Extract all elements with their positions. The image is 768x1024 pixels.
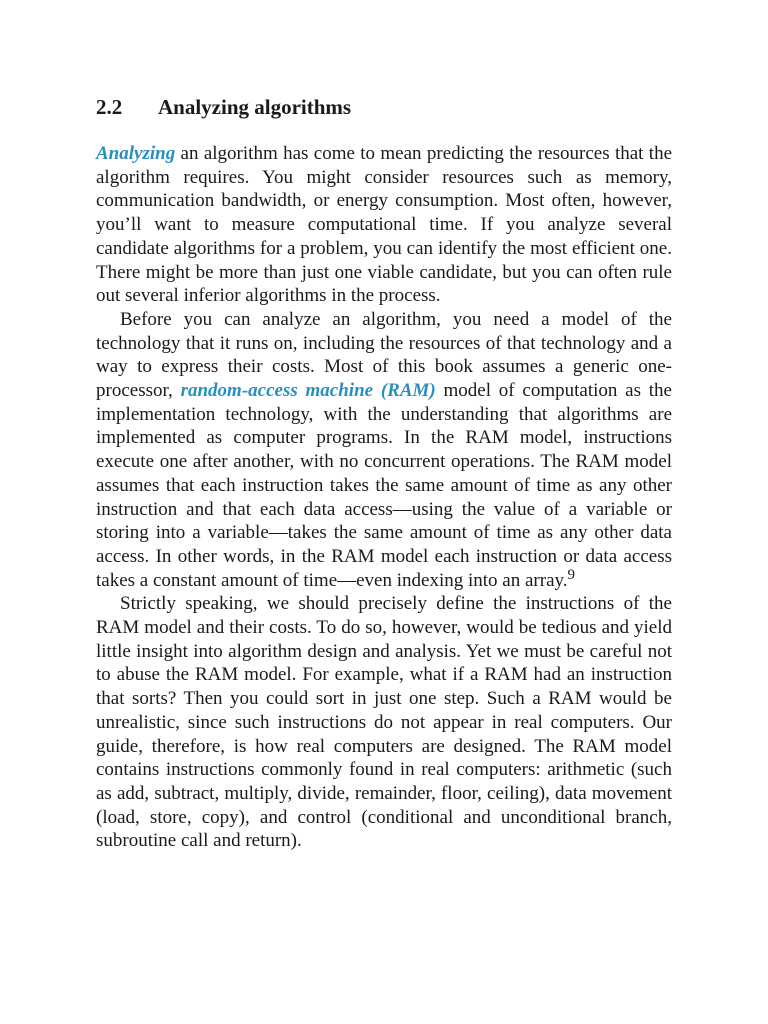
paragraph-ram-model-before: Before you can analyze an algorithm, you need a model of the technology that it runs on, including the resources of that technology and a way to express their costs. Most of this book assumes a generic one-processor, [96, 308, 672, 402]
footnote-marker: 9 [567, 566, 576, 583]
book-page [96, 92, 672, 853]
section-title: Analyzing algorithms [158, 95, 352, 119]
section-heading [96, 92, 672, 122]
term-ram: random-access machine (RAM) [180, 380, 436, 402]
paragraph-ram-model [96, 308, 672, 592]
term-analyzing: Analyzing [96, 143, 176, 164]
paragraph-ram-model-after: model of computation as the implementation technology, with the understanding that algorithms are implemented as computer programs. In the RAM model, instructions execute one after another, with no concurrent operations. The RAM model assumes that each instruction takes the same amount of time as any other instruction and that each data access—using the value of a variable or storing into a variable—takes the same amount of time as any other data access. In other words, in the RAM model each instruction or data access takes a constant amount of time—even indexing into an array. [96, 380, 672, 591]
paragraph-strictly-speaking-text: Strictly speaking, we should precisely define the instructions of the RAM model and their costs. To do so, however, would be tedious and yield little insight into algorithm design and analysis. Yet we must be careful not to abuse the RAM model. For example, what if a RAM had an instruction that sorts? Then you could sort in just one step. Such a RAM would be unrealistic, since such instructions do not appear in real computers. Our guide, therefore, is how real computers are designed. The RAM model contains instructions commonly found in real computers: arithmetic (such as add, subtract, multiply, divide, remainder, floor, ceiling), data movement (load, store, copy), and control (conditional and unconditional branch, subroutine call and return). [96, 593, 672, 852]
paragraph-analyzing-text: an algorithm has come to mean predicting the resources that the algorithm requires. You might consider resources such as memory, communication bandwidth, or energy consumption. Most often, however, you’ll want to measure computational time. If you analyze several candidate algorithms for a problem, you can identify the most efficient one. There might be more than just one viable candidate, but you can often rule out several inferior algorithms in the process. [96, 143, 672, 307]
paragraph-strictly-speaking [96, 592, 672, 853]
paragraph-analyzing [96, 142, 672, 308]
section-number: 2.2 [96, 95, 123, 119]
